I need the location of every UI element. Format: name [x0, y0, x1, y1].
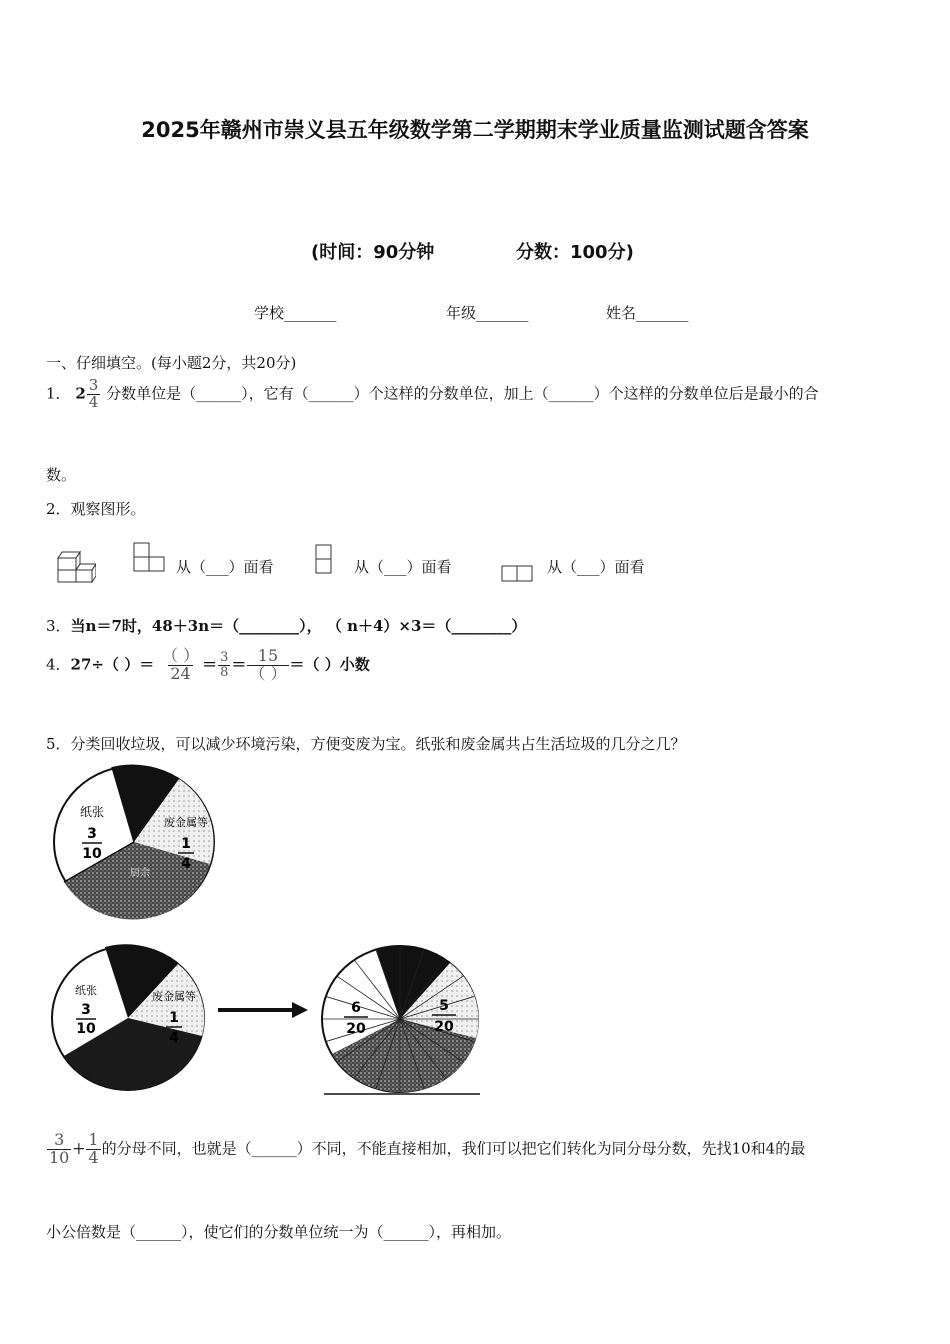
pie1-paper-num: 3 [87, 826, 97, 842]
q4-eq-1: ＝ [202, 655, 218, 674]
q4-f3-num: 15 [257, 646, 279, 665]
exam-time: (时间：90分钟 [311, 242, 435, 263]
garbage-pie-chart-20-parts [320, 944, 482, 1100]
pie3-left-num: 6 [351, 1000, 361, 1016]
q4-part-a: 27÷（ ）＝ [70, 655, 155, 674]
pie1-paper-den: 10 [82, 846, 102, 862]
q3-number: 3． [46, 617, 71, 635]
view-3-text: 从（___）面看 [547, 558, 645, 576]
pie2-paper-label: 纸张 [75, 984, 97, 997]
school-field[interactable]: 学校_______ [254, 304, 337, 322]
q1-continuation: 数。 [46, 466, 77, 484]
q1-text: 分数单位是（______），它有（______）个这样的分数单位，加上（______）个这样的分数单位后是最小的合 [106, 384, 819, 403]
q5-line-1: 的分母不同，也就是（______）不同，不能直接相加，我们可以把它们转化为同分母分数，先找10和4的最 [101, 1139, 806, 1158]
q4-f1-den: 24 [170, 663, 191, 683]
q5-line-2: 小公倍数是（______），使它们的分数单位统一为（______），再相加。 [46, 1223, 512, 1241]
q5-expression [46, 1132, 805, 1167]
grade-field[interactable]: 年级_______ [446, 304, 529, 322]
question-3 [46, 615, 526, 636]
question-1 [46, 378, 819, 411]
pie3-right-den: 20 [434, 1019, 454, 1035]
question-4 [46, 648, 370, 683]
pie1-metal-den: 4 [181, 856, 191, 872]
q5-b-den: 4 [88, 1147, 99, 1167]
pie1-metal-label: 废金属等 [164, 816, 208, 829]
q4-f2-num: 3 [220, 650, 229, 666]
q5-frac-a [47, 1132, 71, 1167]
pie2-metal-label: 废金属等 [152, 990, 196, 1003]
page-title: 2025年赣州市崇义县五年级数学第二学期期末学业质量监测试题含答案 [141, 118, 809, 142]
q3-text-b: （ n＋4）×3＝（________） [326, 617, 527, 635]
q4-fraction-3 [247, 648, 288, 683]
q4-fraction-1 [160, 648, 201, 683]
garbage-pie-chart-2 [50, 944, 206, 1092]
pie1-other-label: 厨余 [130, 868, 150, 879]
q4-rest: ＝（ ）小数 [289, 655, 370, 674]
q4-f2-den: 8 [220, 664, 229, 680]
pie2-metal-den: 4 [169, 1030, 179, 1046]
exam-score: 分数：100分) [516, 242, 634, 263]
garbage-pie-chart-1 [52, 764, 218, 920]
q5-plus: ＋ [72, 1142, 86, 1158]
q5-a-den: 10 [49, 1147, 70, 1167]
pie3-right-num: 5 [439, 998, 449, 1014]
q4-f3-den: （ ） [249, 663, 287, 683]
q4-number: 4． [46, 655, 71, 674]
q5-frac-b [86, 1132, 100, 1167]
q4-f1-num: （ ） [162, 646, 200, 665]
q5-b-num: 1 [88, 1130, 99, 1149]
q1-fraction [87, 378, 101, 411]
view-front-figure [132, 541, 166, 573]
pie2-paper-den: 10 [76, 1021, 96, 1037]
pie3-left-den: 20 [346, 1021, 366, 1037]
pie1-paper-label: 纸张 [79, 805, 105, 819]
q1-number: 1． [46, 384, 71, 403]
pie2-paper-num: 3 [81, 1002, 91, 1018]
q4-eq-2: ＝ [231, 655, 247, 674]
q5-a-num: 3 [54, 1130, 65, 1149]
question-5 [46, 733, 686, 754]
view-1-text: 从（___）面看 [176, 558, 274, 576]
cube-stack-figure [54, 548, 96, 586]
question-2: 2．观察图形。 [46, 500, 146, 518]
arrow-icon [216, 1000, 310, 1020]
q4-fraction-2 [218, 651, 230, 679]
q1-frac-num: 3 [88, 376, 99, 394]
pie1-metal-num: 1 [181, 836, 191, 852]
view-top-figure [500, 564, 536, 584]
pie2-metal-num: 1 [169, 1010, 179, 1026]
section-heading: 一、仔细填空。(每小题2分，共20分) [46, 354, 297, 372]
view-side-figure [314, 543, 334, 575]
q5-number: 5． [46, 735, 71, 753]
q1-whole: 2 [75, 384, 86, 403]
q3-text-a: 当n＝7时，48＋3n＝（________）， [70, 617, 322, 635]
q1-frac-den: 4 [88, 392, 99, 411]
view-2-text: 从（___）面看 [354, 558, 452, 576]
q5-text: 分类回收垃圾，可以减少环境污染，方便变废为宝。纸张和废金属共占生活垃圾的几分之几？ [70, 735, 686, 753]
name-field[interactable]: 姓名_______ [606, 304, 689, 322]
